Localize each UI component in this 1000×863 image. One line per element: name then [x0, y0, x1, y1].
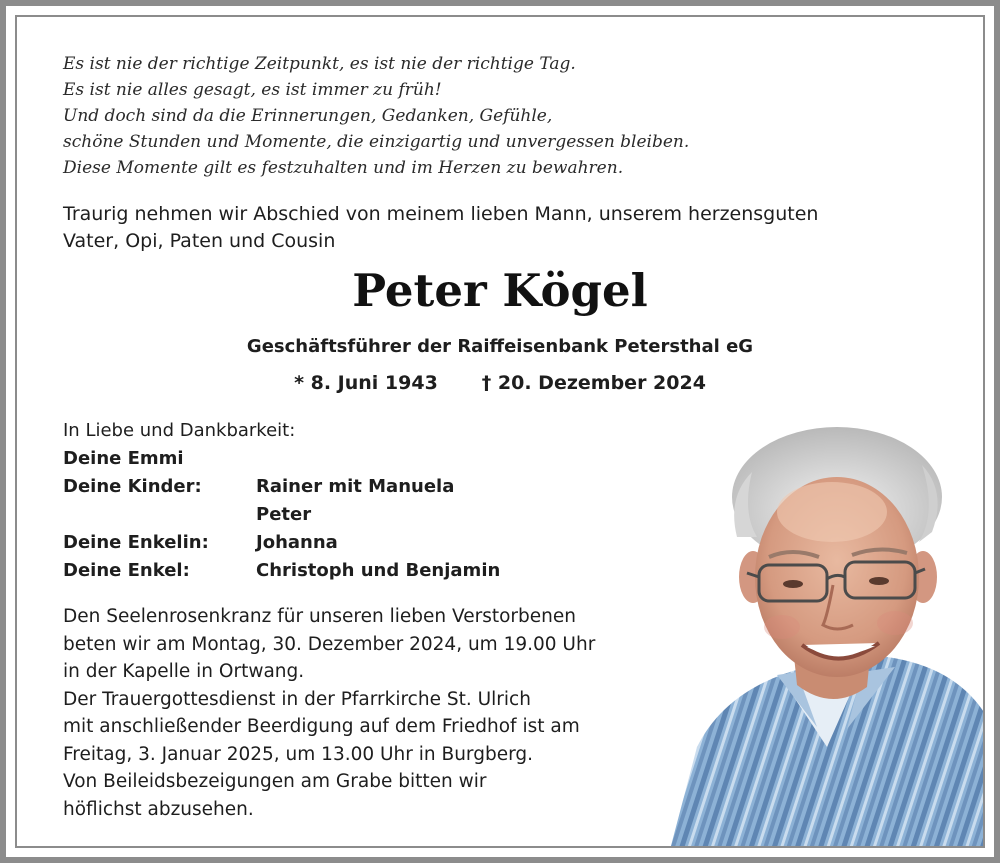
notice-line: höflichst abzusehen. [63, 798, 254, 820]
life-dates [17, 370, 983, 396]
family-value: Rainer mit Manuela [256, 476, 455, 497]
poem-line: Es ist nie alles gesagt, es ist immer zu früh! [63, 80, 442, 100]
family-label: Deine Enkel: [63, 560, 190, 581]
family-row [63, 529, 663, 557]
deceased-name: Peter Kögel [352, 264, 648, 317]
obituary-inner-border [15, 15, 985, 848]
notice-line: Der Trauergottesdienst in der Pfarrkirche St. Ulrich [63, 688, 531, 710]
family-label: Deine Emmi [63, 448, 184, 469]
portrait-illustration [657, 417, 985, 848]
poem-line: Es ist nie der richtige Zeitpunkt, es ist nie der richtige Tag. [63, 54, 576, 74]
portrait-photo [657, 417, 985, 848]
poem-line: Diese Momente gilt es festzuhalten und im Herzen zu bewahren. [63, 158, 624, 178]
family-list [63, 417, 663, 585]
family-value [256, 445, 663, 473]
poem-line: schöne Stunden und Momente, die einzigartig und unvergessen bleiben. [63, 132, 690, 152]
notice-line: Von Beileidsbezeigungen am Grabe bitten wir [63, 771, 487, 792]
notice-line: mit anschließender Beerdigung auf dem Friedhof ist am [63, 716, 580, 737]
notice-line: Den Seelenrosenkranz für unseren lieben Verstorbenen [63, 606, 576, 627]
intro-text [63, 201, 943, 255]
family-value: Johanna [256, 532, 338, 553]
death-date: † 20. Dezember 2024 [481, 372, 706, 394]
poem-line: Und doch sind da die Erinnerungen, Gedanken, Gefühle, [63, 106, 553, 126]
family-value: Christoph und Benjamin [256, 560, 501, 581]
birth-date: * 8. Juni 1943 [294, 372, 438, 394]
deceased-role: Geschäftsführer der Raiffeisenbank Petersthal eG [246, 336, 754, 357]
service-notice [63, 603, 693, 823]
family-row [63, 501, 663, 529]
intro-line: Traurig nehmen wir Abschied von meinem lieben Mann, unserem herzensguten [63, 203, 819, 225]
family-row [63, 557, 663, 585]
intro-line: Vater, Opi, Paten und Cousin [63, 230, 336, 252]
family-value: Peter [256, 504, 312, 525]
family-label: Deine Enkelin: [63, 532, 209, 553]
family-row [63, 445, 663, 473]
notice-line: in der Kapelle in Ortwang. [63, 661, 305, 682]
notice-line: beten wir am Montag, 30. Dezember 2024, um 19.00 Uhr [63, 633, 596, 655]
family-label: Deine Kinder: [63, 476, 202, 497]
family-label [63, 501, 256, 529]
family-heading: In Liebe und Dankbarkeit: [63, 420, 296, 441]
notice-line: Freitag, 3. Januar 2025, um 13.00 Uhr in Burgberg. [63, 743, 533, 765]
family-row [63, 473, 663, 501]
poem [63, 51, 943, 181]
